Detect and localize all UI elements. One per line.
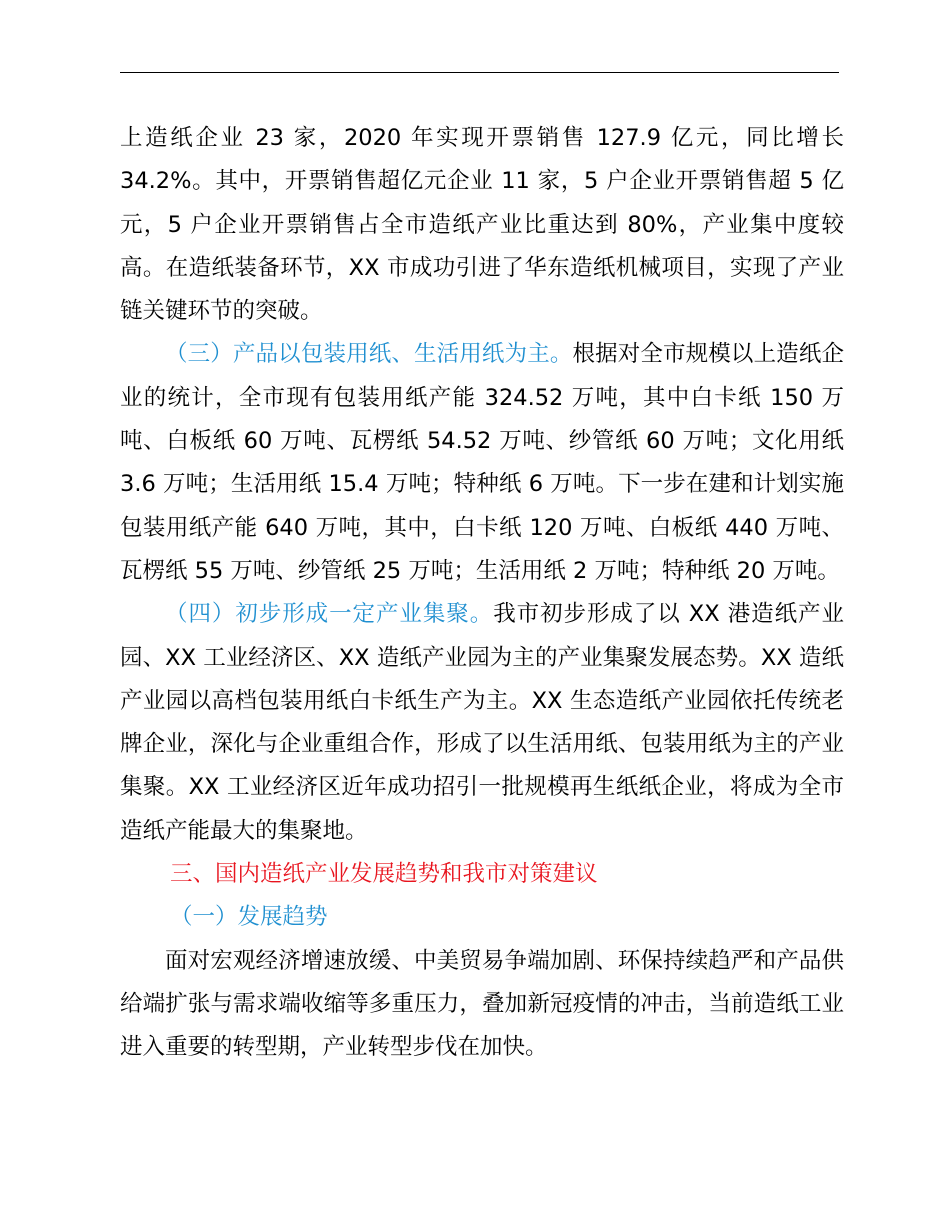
paragraph-section-3 [120, 333, 844, 593]
section-4-heading: （四）初步形成一定产业集聚。 [165, 601, 494, 628]
subsection-1-heading: （一）发展趋势 [170, 904, 328, 931]
paragraph-trend: 面对宏观经济增速放缓、中美贸易争端加剧、环保持续趋严和产品供给端扩张与需求端收缩等多重压力，叠加新冠疫情的冲击，当前造纸工业进入重要的转型期，产业转型步伐在加快。 [120, 947, 844, 1061]
section-4-body: 我市初步形成了以 XX 港造纸产业园、XX 工业经济区、XX 造纸产业园为主的产业集聚发展态势。XX 造纸产业园以高档包装用纸白卡纸生产为主。XX 生态造纸产业园依托传统老牌企业，深化与企业重组合作，形成了以生活用纸、包装用纸为主的产业集聚。XX 工业经济区近年成功招引一批规模再生纸纸企业，将成为全市造纸产能最大的集聚地。 [120, 601, 844, 844]
document-body [120, 117, 844, 1070]
section-3-body: 根据对全市规模以上造纸企业的统计，全市现有包装用纸产能 324.52 万吨，其中白卡纸 150 万吨、白板纸 60 万吨、瓦楞纸 54.52 万吨、纱管纸 60 万吨；文化用纸 3.6 万吨；生活用纸 15.4 万吨；特种纸 6 万吨。下一步在建和计划实施包装用纸产能 640 万吨，其中，白卡纸 120 万吨、白板纸 440 万吨、瓦楞纸 55 万吨、纱管纸 25 万吨；生活用纸 2 万吨；特种纸 20 万吨。 [120, 341, 844, 584]
header-rule [120, 72, 839, 73]
section-3-heading: （三）产品以包装用纸、生活用纸为主。 [165, 341, 573, 368]
paragraph-section-4 [120, 593, 844, 853]
paragraph-continuation: 上造纸企业 23 家，2020 年实现开票销售 127.9 亿元，同比增长 34.2%。其中，开票销售超亿元企业 11 家，5 户企业开票销售超 5 亿元，5 户企业开票销售占全市造纸产业比重达到 80%，产业集中度较高。在造纸装备环节，XX 市成功引进了华东造纸机械项目，实现了产业链关键环节的突破。 [120, 125, 844, 325]
chapter-3-heading: 三、国内造纸产业发展趋势和我市对策建议 [170, 861, 598, 888]
